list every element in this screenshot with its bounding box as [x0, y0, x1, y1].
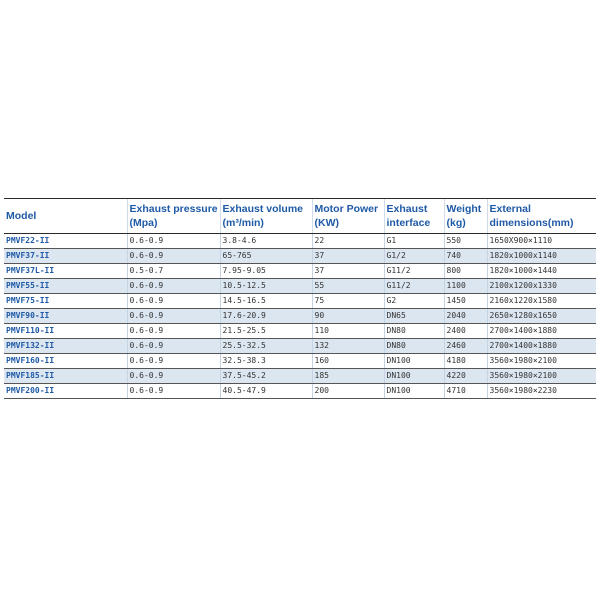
cell-exhaust-volume: 40.5-47.9 [220, 384, 312, 399]
cell-motor-power: 200 [312, 384, 384, 399]
cell-exhaust-interface: G11/2 [384, 279, 444, 294]
header-external-dimensions: External dimensions(mm) [487, 199, 596, 234]
cell-external-dimensions: 3560×1980×2100 [487, 354, 596, 369]
cell-model: PMVF37-II [4, 249, 127, 264]
cell-external-dimensions: 1650X900×1110 [487, 234, 596, 249]
cell-external-dimensions: 3560×1980×2100 [487, 369, 596, 384]
cell-exhaust-volume: 65-765 [220, 249, 312, 264]
cell-exhaust-pressure: 0.6-0.9 [127, 369, 220, 384]
cell-motor-power: 37 [312, 249, 384, 264]
cell-exhaust-pressure: 0.6-0.9 [127, 324, 220, 339]
cell-exhaust-pressure: 0.6-0.9 [127, 249, 220, 264]
cell-motor-power: 185 [312, 369, 384, 384]
cell-exhaust-pressure: 0.6-0.9 [127, 384, 220, 399]
cell-exhaust-pressure: 0.6-0.9 [127, 354, 220, 369]
cell-exhaust-volume: 3.8-4.6 [220, 234, 312, 249]
cell-exhaust-volume: 37.5-45.2 [220, 369, 312, 384]
table-row [4, 339, 596, 354]
cell-model: PMVF160-II [4, 354, 127, 369]
cell-external-dimensions: 2650×1280x1650 [487, 309, 596, 324]
cell-exhaust-volume: 17.6-20.9 [220, 309, 312, 324]
cell-weight: 1100 [444, 279, 487, 294]
cell-model: PMVF132-II [4, 339, 127, 354]
table-row [4, 369, 596, 384]
cell-exhaust-volume: 14.5-16.5 [220, 294, 312, 309]
cell-exhaust-pressure: 0.6-0.9 [127, 234, 220, 249]
cell-exhaust-volume: 7.95-9.05 [220, 264, 312, 279]
cell-weight: 2460 [444, 339, 487, 354]
cell-exhaust-interface: G11/2 [384, 264, 444, 279]
cell-external-dimensions: 2700×1400×1880 [487, 324, 596, 339]
cell-weight: 4180 [444, 354, 487, 369]
cell-weight: 4220 [444, 369, 487, 384]
header-motor-power: Motor Power (KW) [312, 199, 384, 234]
cell-motor-power: 22 [312, 234, 384, 249]
cell-external-dimensions: 1820x1000x1140 [487, 249, 596, 264]
cell-weight: 800 [444, 264, 487, 279]
cell-exhaust-interface: DN100 [384, 354, 444, 369]
cell-weight: 550 [444, 234, 487, 249]
table-row [4, 324, 596, 339]
cell-exhaust-volume: 21.5-25.5 [220, 324, 312, 339]
cell-exhaust-interface: DN100 [384, 384, 444, 399]
cell-model: PMVF37L-II [4, 264, 127, 279]
cell-exhaust-interface: DN65 [384, 309, 444, 324]
cell-motor-power: 160 [312, 354, 384, 369]
cell-motor-power: 55 [312, 279, 384, 294]
cell-weight: 740 [444, 249, 487, 264]
header-model: Model [4, 199, 127, 234]
cell-model: PMVF22-II [4, 234, 127, 249]
cell-exhaust-volume: 32.5-38.3 [220, 354, 312, 369]
header-exhaust-volume: Exhaust volume (m³/min) [220, 199, 312, 234]
table-row [4, 309, 596, 324]
table-row [4, 234, 596, 249]
header-weight: Weight (kg) [444, 199, 487, 234]
cell-weight: 2400 [444, 324, 487, 339]
table-body [4, 234, 596, 399]
cell-weight: 4710 [444, 384, 487, 399]
cell-exhaust-pressure: 0.6-0.9 [127, 339, 220, 354]
cell-model: PMVF185-II [4, 369, 127, 384]
cell-motor-power: 37 [312, 264, 384, 279]
cell-model: PMVF110-II [4, 324, 127, 339]
cell-exhaust-pressure: 0.5-0.7 [127, 264, 220, 279]
cell-external-dimensions: 1820×1000×1440 [487, 264, 596, 279]
cell-motor-power: 110 [312, 324, 384, 339]
cell-motor-power: 132 [312, 339, 384, 354]
cell-exhaust-volume: 25.5-32.5 [220, 339, 312, 354]
cell-weight: 1450 [444, 294, 487, 309]
cell-model: PMVF75-II [4, 294, 127, 309]
table-row [4, 384, 596, 399]
cell-exhaust-interface: DN80 [384, 339, 444, 354]
cell-weight: 2040 [444, 309, 487, 324]
cell-external-dimensions: 3560×1980×2230 [487, 384, 596, 399]
table-row [4, 354, 596, 369]
header-exhaust-pressure: Exhaust pressure (Mpa) [127, 199, 220, 234]
specification-table [4, 198, 596, 399]
cell-model: PMVF90-II [4, 309, 127, 324]
cell-external-dimensions: 2100x1200x1330 [487, 279, 596, 294]
cell-motor-power: 75 [312, 294, 384, 309]
cell-exhaust-pressure: 0.6-0.9 [127, 279, 220, 294]
header-exhaust-interface: Exhaust interface [384, 199, 444, 234]
cell-external-dimensions: 2160x1220x1580 [487, 294, 596, 309]
table-row [4, 294, 596, 309]
header-row [4, 199, 596, 234]
table-row [4, 264, 596, 279]
cell-exhaust-pressure: 0.6-0.9 [127, 294, 220, 309]
cell-exhaust-interface: DN80 [384, 324, 444, 339]
table-row [4, 249, 596, 264]
table-row [4, 279, 596, 294]
cell-motor-power: 90 [312, 309, 384, 324]
cell-exhaust-interface: G2 [384, 294, 444, 309]
cell-exhaust-pressure: 0.6-0.9 [127, 309, 220, 324]
cell-model: PMVF55-II [4, 279, 127, 294]
cell-exhaust-interface: G1/2 [384, 249, 444, 264]
cell-external-dimensions: 2700×1400×1880 [487, 339, 596, 354]
cell-exhaust-interface: DN100 [384, 369, 444, 384]
cell-exhaust-interface: G1 [384, 234, 444, 249]
cell-model: PMVF200-II [4, 384, 127, 399]
cell-exhaust-volume: 10.5-12.5 [220, 279, 312, 294]
